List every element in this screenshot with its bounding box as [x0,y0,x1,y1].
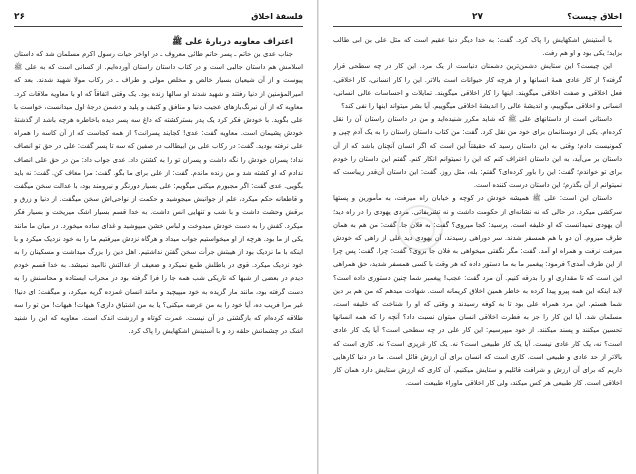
left-page-text [14,34,303,464]
right-running-title: اخلاق چیست؟ [567,12,622,21]
paragraph: با آستینش اشکهایش را پاک کرد. گفت: به خدا دیگر دنیا عقیم است که مثل علی بن ابی طالب بزاید؛ یکی بود و او هم رفت. [333,36,622,58]
left-running-title: فلسفهٔ اخلاق [251,12,303,21]
right-page-header [333,12,622,27]
left-page-header [14,12,303,27]
right-page-text [333,34,622,464]
paragraph: جناب عدی بن حاتم ـ پسر حاتم طائی معروف ـ در اواخر حیات رسول اکرم مسلمان شد که داستان اسلامش هم داستان جالبی است و در کتاب داستان راستان آورده‌ایم. از کسانی است که به علی ﷺ پیوست و از آن شیعیان بسیار خالص و مخلص مولی و طراف ـ در رکاب مولا شهید شدند. بعد که امیرالمؤمنین از دنیا رفتند و شهید شدند او سالها زنده بود. یک وقتی اتفاقاً که او با معاویه ملاقات کرد. معاویه که از آن نیرنگ‌بازهای عجیب دنیا و منافق و کثیف و پلید و دشمن درجهٔ اول میدانست، خواست با علی بگوید. با خودش فکر کرد یک پدر بسترکشته که داغ سه پسر دیده باخاطره هرچه باشد از گذشتهٔ خودش پشیمان است. معاویه گفت: عدی! کجایند پسرانت؟ از همه کجاست که از آن کاسه را همراه علی نرفته بودید. گفت: در رکاب علی بن ابیطالب در صفین که سه تا پسر گفت: علی در حق تو انصاف نداد؛ پسران خودش را نگه داشت و پسران تو را به کشتن داد. عدی جواب داد: من در حق علی انصاف ندادم که او کشته شد و من زنده ماندم. گفت: از علی برای ما بگو. گفت: مرا معاف کن. گفت: نه باید بگویی. عدی گفت: اگر مجبورم میکنی میگویم: علی بسیار دورنگر و نیرومند بود، با عدالت سخن میگفت و قاطعانه حکم میکرد، علم از جوانبش میجوشید و حکمت از نواحی‌اش سخن میگفت. از دنیا و زرق و برقش وحشت داشت و با شب و تنهایی انس داشت. به خدا قسم بسیار اشک میریخت و بسیار فکر میکرد. کفش را به دست خودش میدوخت و لباس خشن میپوشید و غذای ساده میخورد. در میان ما مانند یکی از ما بود. هرچه از او میخواستیم جواب میداد و هرگاه نزدش میرفتیم ما را به خود نزدیک میکرد و با اینکه با ما نزدیک بود از هیبتش جرأت سخن گفتن نداشتیم. اهل دین را بزرگ میداشت و مسکینان را به خود نزدیک میکرد. قوی در باطلش طمع نمیکرد و ضعیف از عدالتش ناامید نمیشد. به خدا قسم خودم دیدم در بعضی از شبها که تاریکی شب همه جا را فرا گرفته بود در محراب ایستاده و محاسنش را به دست گرفته بود، مانند مار گزیده به خود میپیچید و مانند انسان غمزده گریه میکرد، و میگفت: ای دنیا! غیر مرا فریب ده، آیا خود را به من عرضه میکنی؟ یا به من اشتیاق داری؟ هیهات! هیهات! من تو را سه طلاقه کرده‌ام که بازگشتی در آن نیست. عمرت کوتاه و ارزشت اندک است. معاویه که این را شنید اشک در چشمانش حلقه زد و با آستینش اشکهایش را پاک کرد. [14,50,303,336]
paragraph: داستانی است از داستانهای علی ﷺ که شاید مکرر شنیده‌اید و من در داستان راستان آن را نقل کرده‌ام. یکی از دوستانمان برای خود من نقل کرد. گفت: من کتاب داستان راستان را به یک آدم چپی و کمونیست دادم؛ وقتی به این داستان رسید که حقیقتاً این است که اگر انسان آنچنان باشد که از آن داستان بر می‌آید، به این داستان اعتراف کنم که این را نمیتوانم انکار کنم. گفتم این داستان را خودم برای تو خواندم؛ گفت: این را باور کرده‌ای؟ گفتم: بله، مثل روز. گفت: این داستان آن‌قدر زیباست که نمیتوانم از آن بگذرم؛ این داستان درست کننده است. [333,115,622,190]
right-page-number: ۲۷ [472,12,483,22]
left-page-number: ۲۶ [14,12,25,22]
paragraph: داستان این است: علی ﷺ همیشه خودش در کوچه و خیابان راه میرفت، به مأمورین و پستها سرکشی میکرد. در حالی که نه نشانه‌ای از حکومت داشت و نه تشریفاتی. مردی یهودی را در راه دید؛ آن یهودی نمیدانست که او خلیفه است. پرسید: کجا میروی؟ گفت: به فلان جا. گفت: من هم به همان طرف میروم. آن دو با هم همسفر شدند. سر دوراهی رسیدند، آن یهودی دید علی از راهی که خودش میرفت نرفت و همراه او آمد. گفت: مگر نگفتی میخواهی به فلان جا بروی؟ گفت: چرا. گفت: پس چرا از این طرف آمدی؟ فرمود: پیغمبر ما به ما دستور داده که هر وقت با کسی همسفر شدید، حق همراهی این است که تا مقداری او را بدرقه کنیم. آن مرد گفت: عجب! پیغمبر شما چنین دستوری داده است؟ لابد اینکه این همه پیرو پیدا کرده به خاطر همین اخلاق کریمانه است. شهادت میدهم که من هم بر دین شما هستم. این مرد همراه علی بود تا به کوفه رسیدند و وقتی که او را شناخت که خلیفه است، مسلمان شد. آیا این کار را جز به فطرت اخلاقی انسان میتوان نسبت داد؟ آنچه را که همه انسانها تحسین میکنند و پسند میکنند. از خود میپرسیم: این کار علی در چه سطحی است؟ آیا یک کار عادی است؟ نه، یک کار عادی نیست. آیا یک کار طبیعی است؟ نه. یک کار غریزی است؟ نه. کاری است که بالاتر از حد عادی و طبیعی است. کاری است که انسان برای آن ارزش قائل است. ما در دنیا کارهایی داریم که برای آن ارزش و شرافت قائلیم و ستایش میکنیم. آن کاری که ارزش ستایش دارد همان کار اخلاقی است. کار طبیعی هر کس میکند، ولی کار اخلاقی ماوراء طبیعت است. [333,194,622,388]
section-title: اعتراف معاویه دربارهٔ علی ﷺ [172,36,293,46]
paragraph: این چیست؟ این ستایش دشمن‌ترین دشمنان دنیاست از یک مرد. این کار در چه سطحی قرار گرفته؟ از کار عادی همهٔ انسانها و از هرچه کار حیوانات است بالاتر. این را کار انسانی، کار اخلاقی، فعل اخلاقی و صفت اخلاقی میگویند. اینها را کار اخلاقی میگویند. تمایلات و احساسات عالی انسانی، انسانی و اخلاقی میگوییم، و اندیشهٔ عالی را اندیشهٔ اخلاقی میگوییم. آیا بشر میتواند اینها را نفی کند؟ [333,62,622,111]
watermark-seal-icon [397,205,443,251]
right-page [318,0,636,474]
